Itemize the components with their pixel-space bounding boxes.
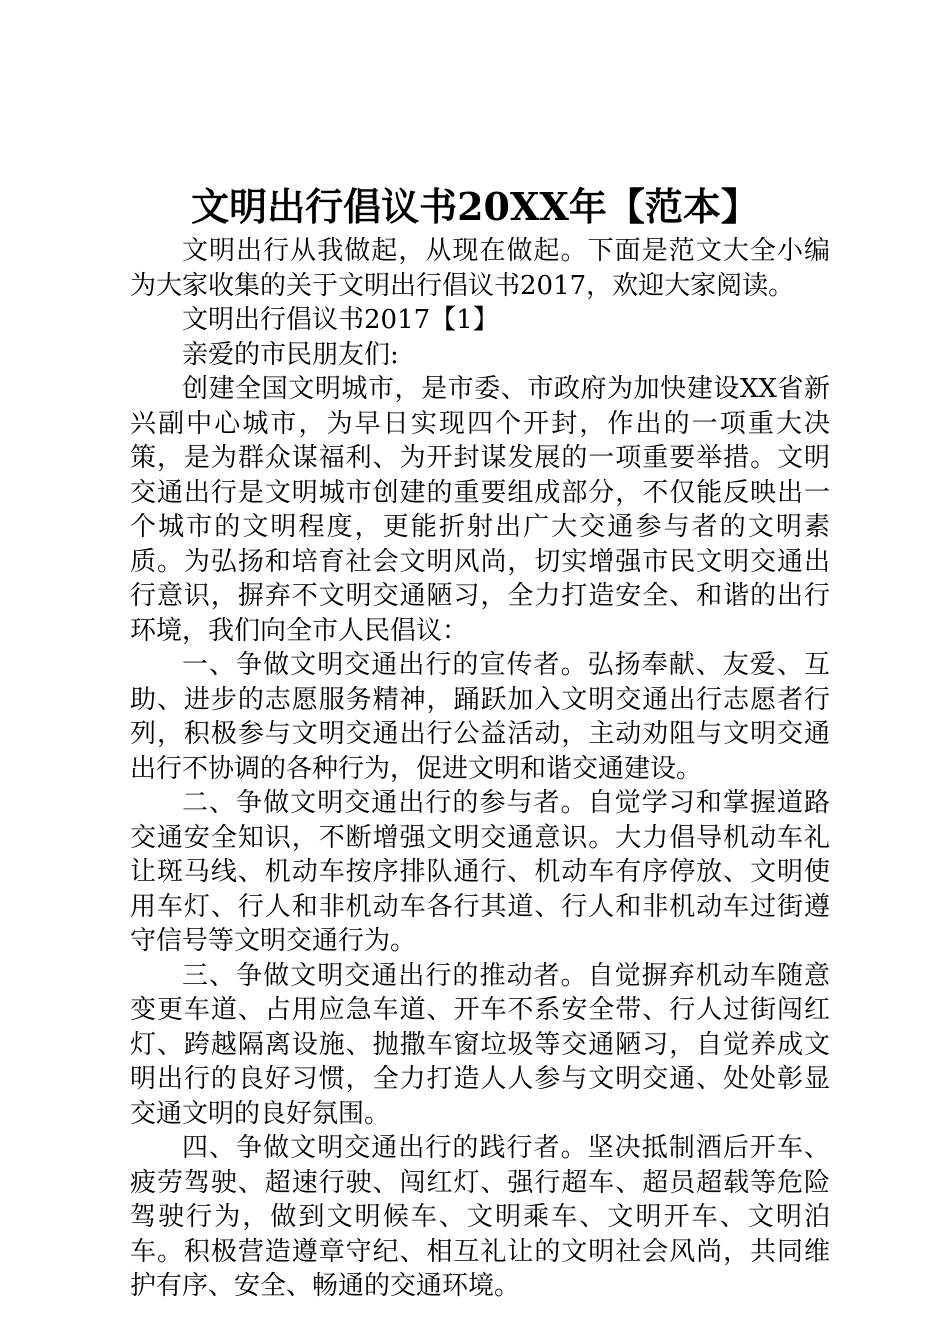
document-body [130, 234, 830, 1304]
section-heading: 文明出行倡议书2017【1】 [182, 305, 499, 335]
paragraph-item-2: 二、争做文明交通出行的参与者。自觉学习和掌握道路交通安全知识，不断增强文明交通意识。大力倡导机动车礼让斑马线、机动车按序排队通行、机动车有序停放、文明使用车灯、行人和非机动车各行其道、行人和非机动车过街遵守信号等文明交通行为。 [130, 788, 830, 956]
document-title: 文明出行倡议书20XX年【范本】 [191, 184, 759, 229]
paragraph-main: 创建全国文明城市，是市委、市政府为加快建设XX省新兴副中心城市，为早日实现四个开封，作出的一项重大决策，是为群众谋福利、为开封谋发展的一项重要举措。文明交通出行是文明城市创建的重要组成部分，不仅能反映出一个城市的文明程度，更能折射出广大交通参与者的文明素质。为弘扬和培育社会文明风尚，切实增强市民文明交通出行意识，摒弃不文明交通陋习，全力打造安全、和谐的出行环境，我们向全市人民倡议： [130, 374, 830, 646]
salutation: 亲爱的市民朋友们: [182, 339, 399, 370]
paragraph-item-3: 三、争做文明交通出行的推动者。自觉摒弃机动车随意变更车道、占用应急车道、开车不系安全带、行人过街闯红灯、跨越隔离设施、抛撒车窗垃圾等交通陋习，自觉养成文明出行的良好习惯，全力打造人人参与文明交通、处处彰显交通文明的良好氛围。 [130, 960, 830, 1129]
paragraph-item-4: 四、争做文明交通出行的践行者。坚决抵制酒后开车、疲劳驾驶、超速行驶、闯红灯、强行超车、超员超载等危险驾驶行为，做到文明候车、文明乘车、文明开车、文明泊车。积极营造遵章守纪、相互礼让的文明社会风尚，共同维护有序、安全、畅通的交通环境。 [130, 1133, 830, 1301]
paragraph-item-1: 一、争做文明交通出行的宣传者。弘扬奉献、友爱、互助、进步的志愿服务精神，踊跃加入文明交通出行志愿者行列，积极参与文明交通出行公益活动，主动劝阻与文明交通出行不协调的各种行为，促进文明和谐交通建设。 [130, 650, 830, 784]
paragraph-intro: 文明出行从我做起，从现在做起。下面是范文大全小编为大家收集的关于文明出行倡议书2017，欢迎大家阅读。 [130, 236, 830, 301]
